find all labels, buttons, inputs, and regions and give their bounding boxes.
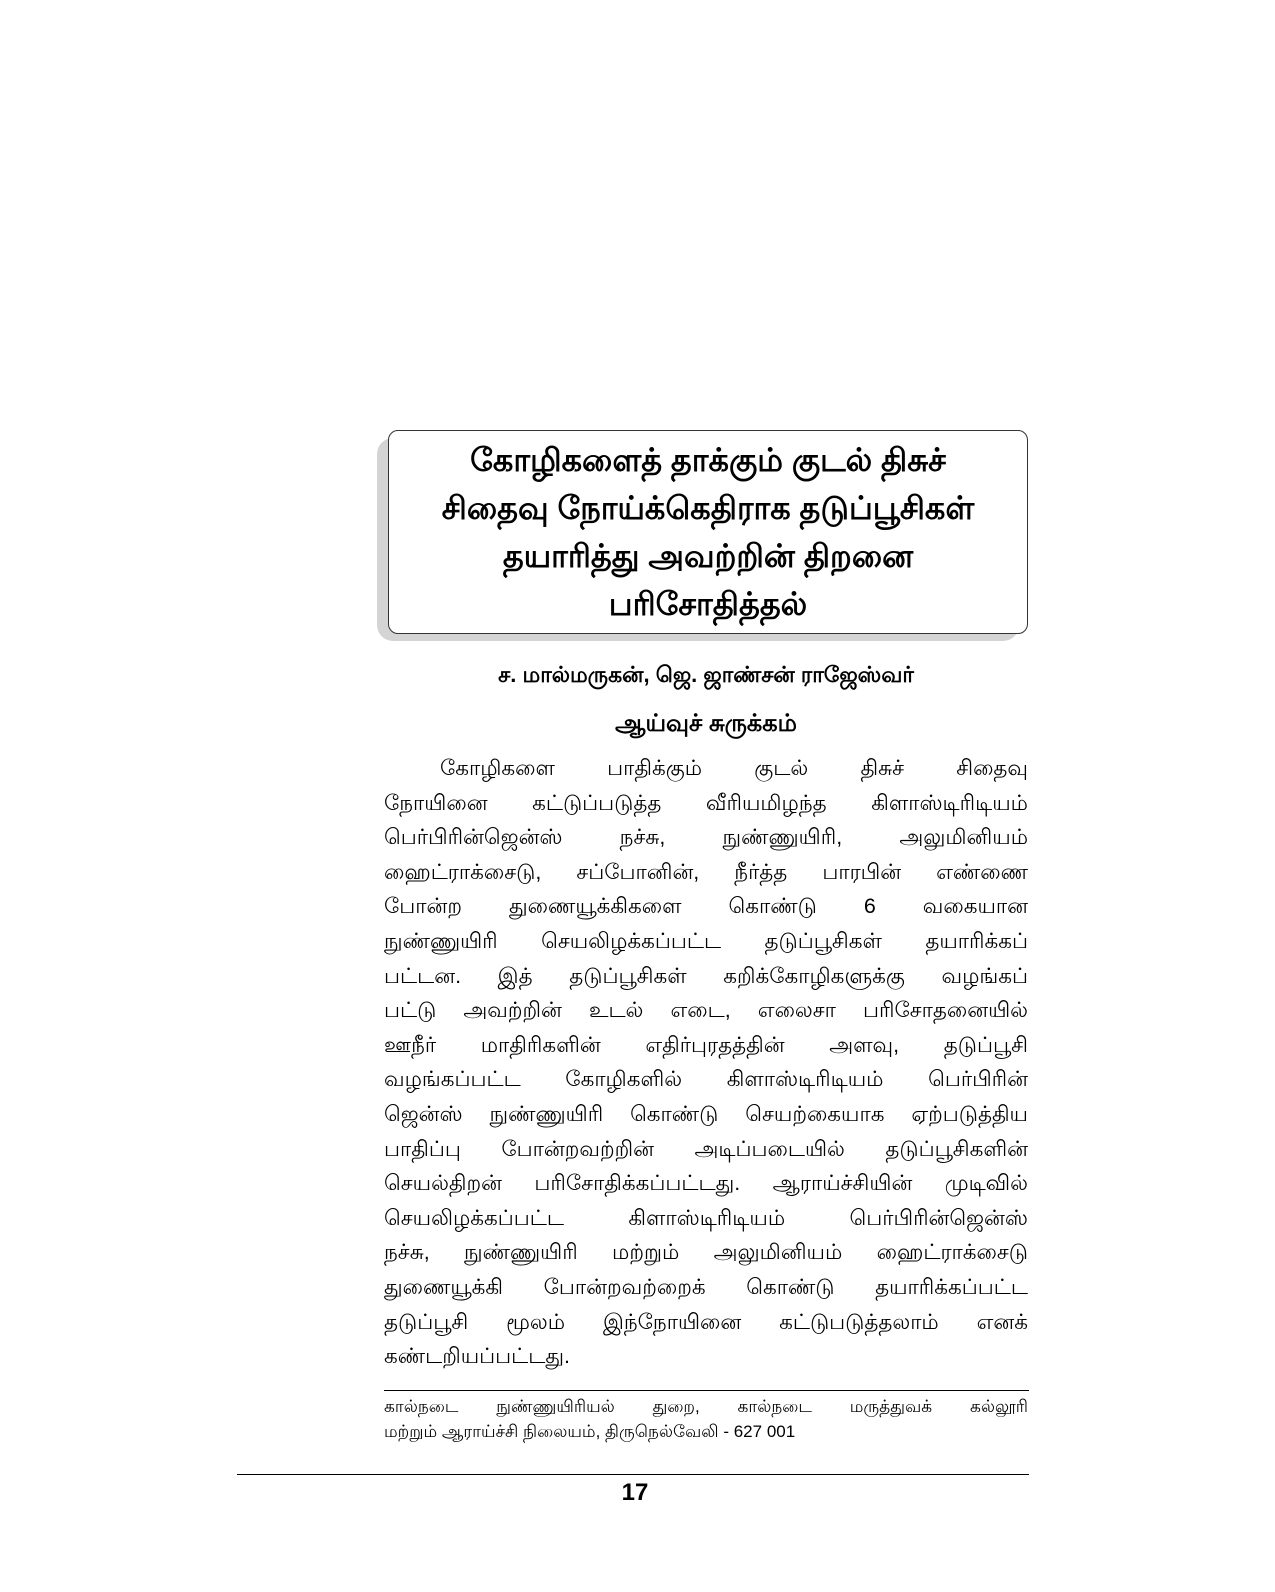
abstract-line: தடுப்பூசி மூலம் இந்நோயினை கட்டுபடுத்தலாம் எனக்	[384, 1309, 1028, 1334]
abstract-heading: ஆய்வுச் சுருக்கம்	[615, 710, 797, 737]
abstract-line: செயலிழக்கப்பட்ட கிளாஸ்டிரிடியம் பெர்பிரின்ஜென்ஸ்	[384, 1205, 1028, 1230]
abstract-line: போன்ற துணையூக்கிகளை கொண்டு 6 வகையான	[384, 894, 1028, 919]
abstract-line: பெர்பிரின்ஜென்ஸ் நச்சு, நுண்ணுயிரி, அலுமினியம்	[384, 825, 1028, 850]
page-number: 17	[621, 1479, 649, 1506]
title-line-1: கோழிகளைத் தாக்கும் குடல் திசுச்	[470, 442, 946, 478]
title-line-4: பரிசோதித்தல்	[608, 586, 808, 622]
abstract-line: பட்டன. இத் தடுப்பூசிகள் கறிக்கோழிகளுக்கு வழங்கப்	[384, 963, 1028, 988]
abstract-line: ஹைட்ராக்சைடு, சப்போனின், நீர்த்த பாரபின் எண்ணை	[384, 859, 1028, 884]
title-line-3: தயாரித்து அவற்றின் திறனை	[502, 538, 914, 574]
abstract-line: கண்டறியப்பட்டது.	[384, 1344, 570, 1369]
title-line-2: சிதைவு நோய்க்கெதிராக தடுப்பூசிகள்	[441, 490, 975, 526]
page-footer-divider	[237, 1474, 1029, 1475]
article-title-box	[388, 430, 1028, 634]
abstract-line: பட்டு அவற்றின் உடல் எடை, எலைசா பரிசோதனையில்	[384, 998, 1028, 1023]
abstract-line: நச்சு, நுண்ணுயிரி மற்றும் அலுமினியம் ஹைட்ராக்சைடு	[384, 1240, 1028, 1265]
abstract-line: செயல்திறன் பரிசோதிக்கப்பட்டது. ஆராய்ச்சியின் முடிவில்	[384, 1171, 1028, 1196]
abstract-line: ஊநீர் மாதிரிகளின் எதிர்புரதத்தின் அளவு, தடுப்பூசி	[384, 1032, 1028, 1057]
abstract-line: வழங்கப்பட்ட கோழிகளில் கிளாஸ்டிரிடியம் பெர்பிரின்	[384, 1067, 1028, 1092]
abstract-line: ஜென்ஸ் நுண்ணுயிரி கொண்டு செயற்கையாக ஏற்படுத்திய	[384, 1101, 1028, 1126]
abstract-line: நுண்ணுயிரி செயலிழக்கப்பட்ட தடுப்பூசிகள் தயாரிக்கப்	[384, 928, 1028, 953]
abstract-line: நோயினை கட்டுப்படுத்த வீரியமிழந்த கிளாஸ்டிரிடியம்	[384, 790, 1028, 815]
abstract-line: பாதிப்பு போன்றவற்றின் அடிப்படையில் தடுப்பூசிகளின்	[384, 1136, 1028, 1161]
abstract-body	[384, 751, 1028, 1374]
abstract-line: கோழிகளை பாதிக்கும் குடல் திசுச் சிதைவு	[440, 756, 1028, 780]
affiliation-line-1: கால்நடை நுண்ணுயிரியல் துறை, கால்நடை மருத்துவக் கல்லூரி	[384, 1397, 1028, 1416]
abstract-line: துணையூக்கி போன்றவற்றைக் கொண்டு தயாரிக்கப்பட்ட	[384, 1274, 1028, 1299]
authors: ச. மால்மருகன், ஜெ. ஜாண்சன் ராஜேஸ்வர்	[498, 662, 914, 687]
author-affiliation	[384, 1394, 1028, 1444]
footnote-divider	[384, 1390, 1029, 1391]
affiliation-line-2: மற்றும் ஆராய்ச்சி நிலையம், திருநெல்வேலி - 627 001	[384, 1422, 796, 1441]
